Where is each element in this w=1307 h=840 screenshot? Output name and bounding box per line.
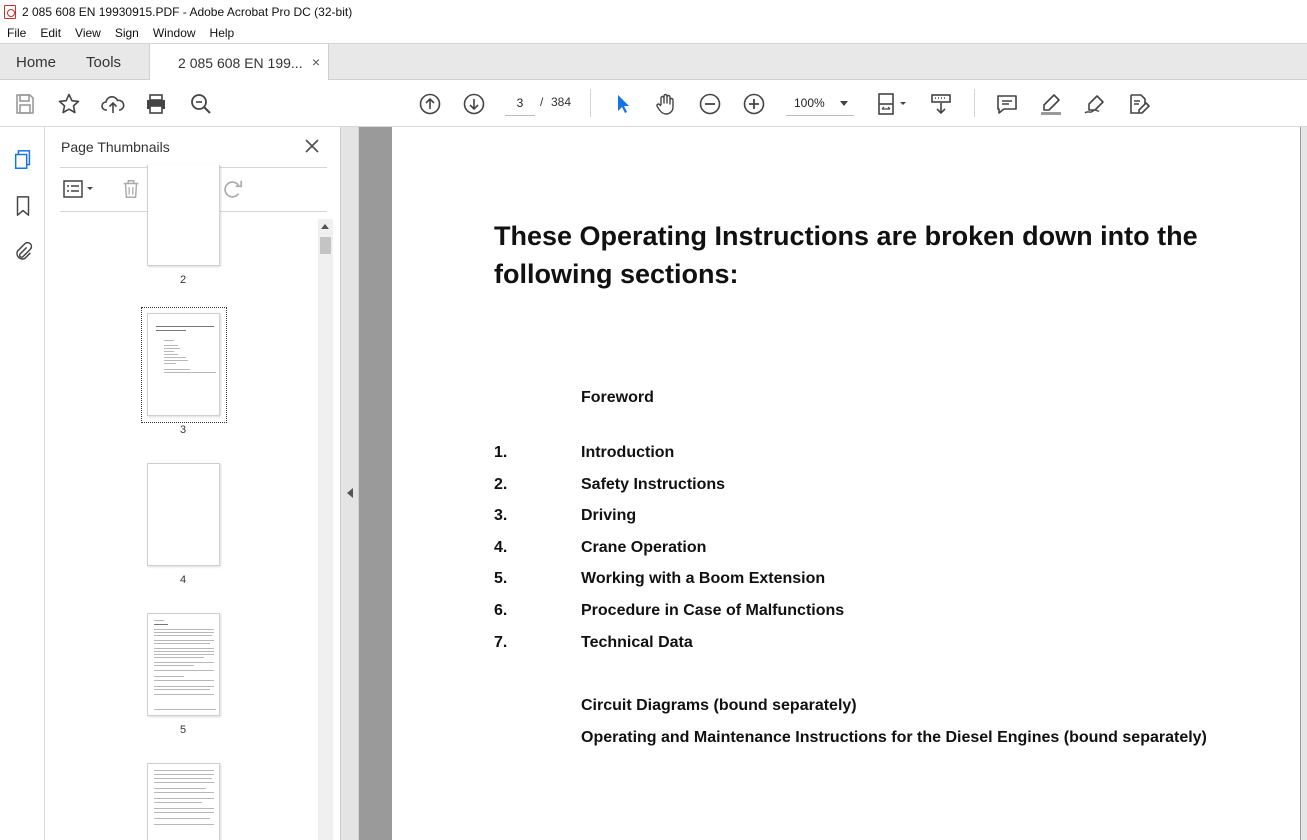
section-title: Crane Operation [581, 539, 707, 556]
comment-icon[interactable] [994, 91, 1020, 117]
edit-icon[interactable] [1126, 91, 1152, 117]
save-icon[interactable] [12, 91, 38, 117]
chevron-down-icon [840, 101, 848, 106]
section-number: 4. [494, 539, 508, 556]
upload-icon[interactable] [100, 91, 126, 117]
close-tab-icon[interactable]: × [311, 54, 321, 70]
thumbnail-options-icon[interactable] [61, 177, 97, 201]
zoom-value: 100% [794, 96, 825, 110]
title-bar [0, 0, 1307, 23]
rotate-right-icon[interactable] [221, 177, 245, 201]
extra-document-line: Operating and Maintenance Instructions for the Diesel Engines (bound separately) [581, 729, 1207, 746]
vertical-scrollbar[interactable] [1301, 127, 1307, 840]
attachment-icon[interactable] [10, 239, 36, 265]
fit-page-icon[interactable] [874, 91, 910, 117]
scrollbar-thumb[interactable] [320, 237, 331, 254]
prev-page-icon[interactable] [417, 91, 443, 117]
page-number-input[interactable]: 3 [505, 90, 535, 116]
tab-bar [0, 43, 1307, 80]
section-foreword: Foreword [581, 389, 654, 406]
page-total: 384 [551, 95, 572, 109]
thumbnail-page-3[interactable] [147, 313, 220, 416]
menu-view[interactable]: View [75, 26, 101, 40]
select-cursor-icon[interactable] [609, 91, 635, 117]
section-number: 5. [494, 570, 508, 587]
section-title: Introduction [581, 444, 675, 461]
section-number: 1. [494, 444, 508, 461]
menu-help[interactable]: Help [209, 26, 235, 40]
section-number: 6. [494, 602, 508, 619]
section-title: Driving [581, 507, 637, 524]
thumbnail-page-4[interactable] [147, 463, 220, 566]
zoom-dropdown[interactable] [786, 90, 854, 116]
thumbnail-label: 3 [179, 424, 187, 436]
menu-edit[interactable]: Edit [40, 26, 62, 40]
section-number: 2. [494, 476, 508, 493]
section-title: Technical Data [581, 634, 693, 651]
close-panel-icon[interactable] [303, 137, 321, 155]
page-thumbnails-icon[interactable] [10, 147, 36, 173]
thumbnail-page-2[interactable] [147, 165, 220, 266]
delete-page-icon[interactable] [119, 177, 143, 201]
thumbnail-scrollbar[interactable] [318, 219, 333, 840]
thumbnail-label: 4 [179, 574, 187, 586]
thumbnail-label: 2 [179, 274, 187, 286]
pdf-page [392, 127, 1300, 840]
star-icon[interactable] [56, 91, 82, 117]
tab-home[interactable]: Home [16, 53, 57, 71]
section-number: 3. [494, 507, 508, 524]
find-icon[interactable] [188, 91, 214, 117]
scroll-up-icon[interactable] [321, 224, 329, 229]
menu-bar [0, 23, 1307, 43]
thumbnail-page-6[interactable] [147, 763, 220, 840]
left-navigation-rail [0, 127, 45, 840]
menu-window[interactable]: Window [152, 26, 196, 40]
menu-sign[interactable]: Sign [114, 26, 139, 40]
page-heading: These Operating Instructions are broken down into the following sections: [494, 221, 1198, 289]
next-page-icon[interactable] [461, 91, 487, 117]
toolbar-divider [590, 89, 591, 117]
scroll-mode-icon[interactable] [928, 91, 954, 117]
zoom-in-icon[interactable] [741, 91, 767, 117]
collapse-panel-icon[interactable] [347, 488, 353, 498]
bookmark-icon[interactable] [10, 193, 36, 219]
menu-file[interactable]: File [7, 26, 27, 40]
document-tab-label: 2 085 608 EN 199... [178, 54, 303, 71]
zoom-out-icon[interactable] [697, 91, 723, 117]
sign-icon[interactable] [1082, 91, 1108, 117]
window-title: 2 085 608 EN 19930915.PDF - Adobe Acrobat Pro DC (32-bit) [22, 4, 353, 19]
thumbnail-label: 5 [179, 724, 187, 736]
print-icon[interactable] [143, 91, 169, 117]
tab-document[interactable] [149, 44, 329, 81]
section-title: Safety Instructions [581, 476, 726, 493]
page-separator: / [540, 95, 544, 109]
hand-icon[interactable] [653, 91, 679, 117]
panel-title: Page Thumbnails [61, 139, 170, 155]
toolbar-divider [974, 89, 975, 117]
page-thumbnails-panel [45, 127, 341, 840]
section-title: Working with a Boom Extension [581, 570, 826, 587]
section-number: 7. [494, 634, 508, 651]
acrobat-pdf-icon [4, 5, 16, 19]
thumbnail-page-5[interactable] [147, 613, 220, 716]
tab-tools[interactable]: Tools [86, 53, 122, 71]
extra-document-line: Circuit Diagrams (bound separately) [581, 697, 857, 714]
highlight-icon[interactable] [1038, 91, 1064, 117]
section-title: Procedure in Case of Malfunctions [581, 602, 845, 619]
panel-collapse-strip[interactable] [341, 127, 359, 840]
